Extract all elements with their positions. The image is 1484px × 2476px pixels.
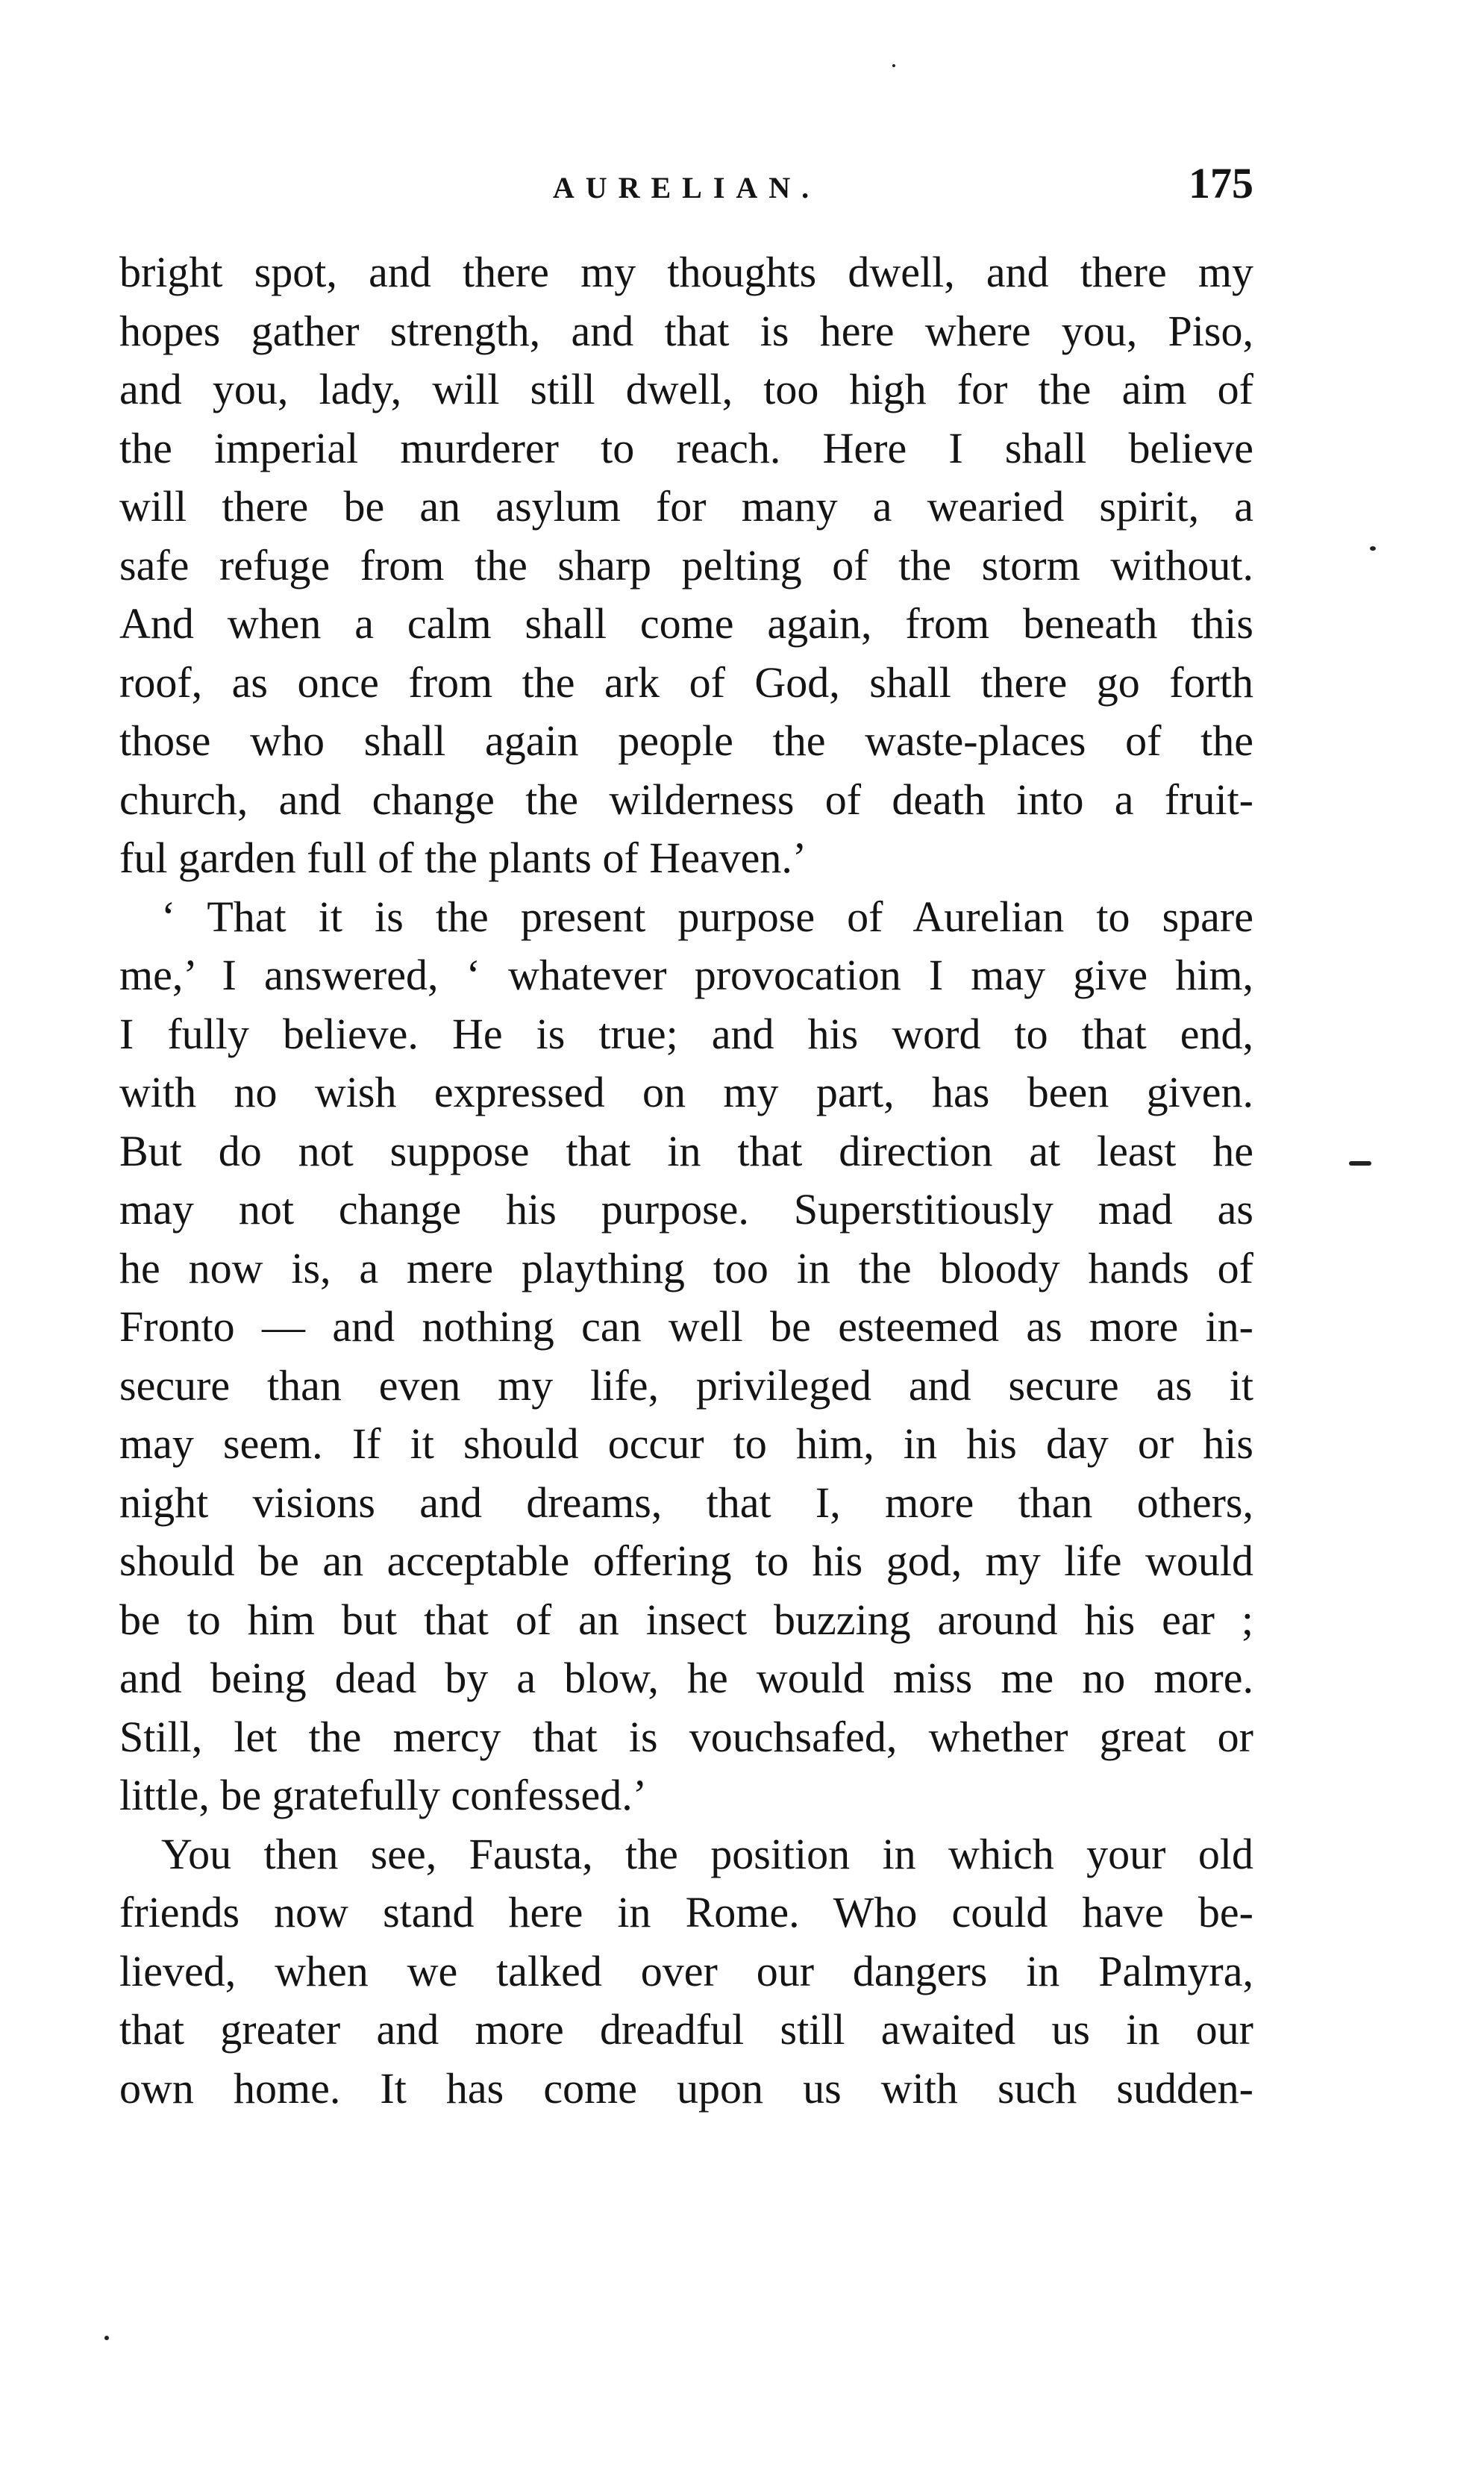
text-line: I fully believe. He is true; and his word to that end,	[119, 1009, 1253, 1058]
text-line: he now is, a mere plaything too in the bloody hands of	[119, 1243, 1253, 1292]
text-line: secure than even my life, privileged and secure as it	[119, 1360, 1253, 1410]
text-line: friends now stand here in Rome. Who could have be-	[119, 1888, 1253, 1936]
paragraph-3	[119, 1825, 1253, 2119]
text-line: Fronto — and nothing can well be esteemed as more in-	[119, 1302, 1253, 1351]
text-line: and you, lady, will still dwell, too high for the aim of	[119, 365, 1253, 413]
text-line: ful garden full of the plants of Heaven.’	[119, 834, 807, 882]
text-line: And when a calm shall come again, from beneath this	[119, 599, 1253, 648]
paragraph-1	[119, 243, 1253, 888]
text-line: may seem. If it should occur to him, in his day or his	[119, 1419, 1253, 1468]
text-line: the imperial murderer to reach. Here I shall believe	[119, 423, 1253, 472]
text-line: church, and change the wilderness of death into a fruit-	[119, 775, 1253, 824]
text-line: own home. It has come upon us with such sudden-	[119, 2063, 1253, 2113]
text-line: roof, as once from the ark of God, shall there go forth	[119, 657, 1253, 707]
text-line: lieved, when we talked over our dangers in Palmyra,	[119, 1946, 1253, 1995]
text-line: hopes gather strength, and that is here where you, Piso,	[119, 306, 1253, 355]
text-line: But do not suppose that in that direction at least he	[119, 1126, 1253, 1175]
scan-speck	[1349, 1161, 1371, 1166]
text-line: Still, let the mercy that is vouchsafed, whether great or	[119, 1712, 1253, 1761]
text-line: night visions and dreams, that I, more than others,	[119, 1478, 1253, 1527]
scan-speck	[104, 2336, 109, 2340]
text-line: safe refuge from the sharp pelting of the storm without.	[119, 540, 1253, 590]
text-line: ‘ That it is the present purpose of Aurelian to spare	[161, 892, 1253, 941]
text-line: those who shall again people the waste-places of the	[119, 716, 1253, 765]
body-text	[119, 243, 1253, 2118]
text-line: with no wish expressed on my part, has been given.	[119, 1068, 1253, 1116]
text-line: me,’ I answered, ‘ whatever provocation I may give him,	[119, 951, 1253, 999]
text-line: You then see, Fausta, the position in which your old	[161, 1829, 1253, 1878]
paragraph-2	[119, 888, 1253, 1825]
text-line: may not change his purpose. Superstitiously mad as	[119, 1185, 1253, 1234]
scan-speck	[1370, 546, 1376, 551]
text-line: bright spot, and there my thoughts dwell, and there my	[119, 248, 1253, 296]
text-line: should be an acceptable offering to his god, my life would	[119, 1536, 1253, 1585]
text-line: will there be an asylum for many a wearied spirit, a	[119, 482, 1253, 531]
text-line: little, be gratefully confessed.’	[119, 1771, 648, 1819]
text-line: be to him but that of an insect buzzing around his ear ;	[119, 1595, 1253, 1644]
running-head	[119, 159, 1253, 210]
page-number: 175	[1189, 159, 1253, 207]
running-title: AURELIAN.	[552, 171, 821, 204]
scan-speck	[892, 64, 895, 67]
text-line: that greater and more dreadful still awaited us in our	[119, 2005, 1253, 2054]
text-line: and being dead by a blow, he would miss me no more.	[119, 1654, 1253, 1702]
